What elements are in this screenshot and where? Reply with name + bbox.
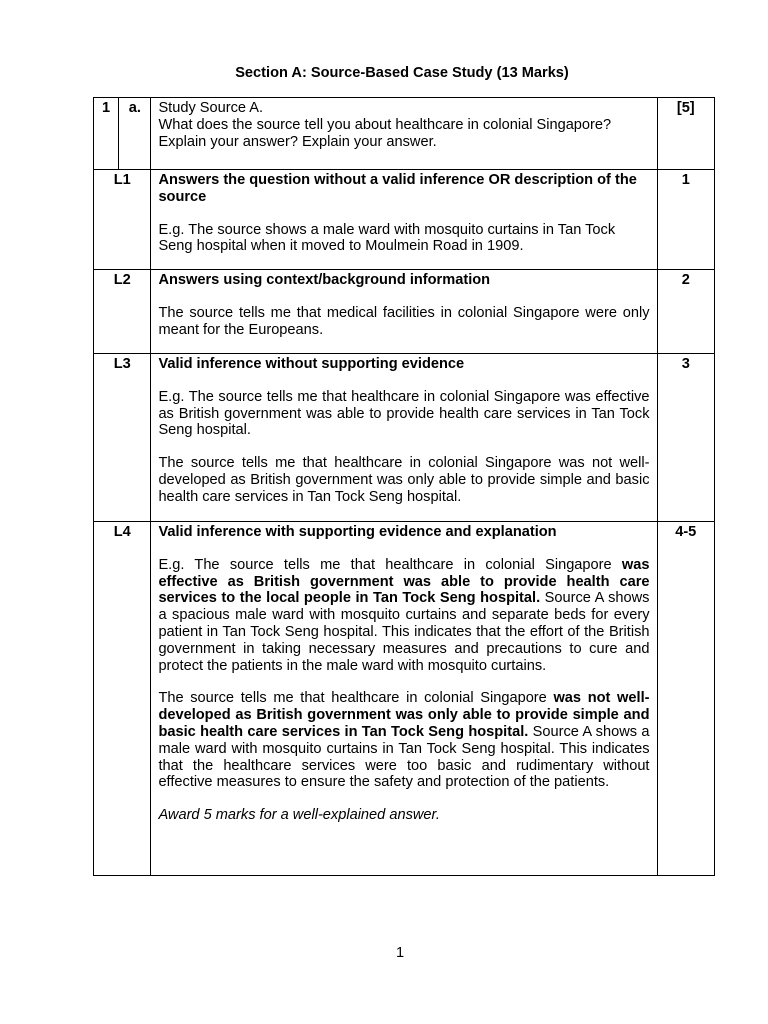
question-line-2: What does the source tell you about healthcare in colonial Singapore? Explain your answer? Explain your answer. xyxy=(158,116,612,150)
question-line-1: Study Source A. xyxy=(158,100,264,116)
level-row-l4 xyxy=(94,522,715,876)
award-note: Award 5 marks for a well-explained answer. xyxy=(158,807,440,824)
marking-scheme-table xyxy=(93,97,715,876)
level-label: L2 xyxy=(94,270,151,354)
level-label: L1 xyxy=(94,170,151,270)
level-marks: 1 xyxy=(657,170,715,270)
level-descriptor xyxy=(151,522,657,876)
level-marks: 4-5 xyxy=(657,522,715,876)
level-marks: 3 xyxy=(657,354,715,522)
level-descriptor xyxy=(151,170,657,270)
example-explanation-text: Source A shows a male ward with mosquito curtains in Tan Tock Seng hospital. This indicates that the healthcare services were too basic and rudimentary without effective measures to ensure the safety and protection of the patients. xyxy=(158,723,650,791)
level-label: L4 xyxy=(94,522,151,876)
example-bold-text: was not well-developed as British government was only able to provide simple and basic health care services in Tan Tock Seng hospital. xyxy=(158,690,650,740)
question-row xyxy=(94,98,715,170)
question-marks: [5] xyxy=(657,98,715,170)
level-example xyxy=(158,690,649,791)
example-lead-text: E.g. The source tells me that healthcare in colonial Singapore xyxy=(158,556,622,573)
example-explanation-text: Source A shows a spacious male ward with mosquito curtains and separate beds for every patient in Tan Tock Seng hospital. This indicates that the effort of the British government in taking necessary measures and precautions to cure and protect the patients in the male ward with mosquito curtains. xyxy=(158,590,650,674)
level-descriptor xyxy=(151,354,657,522)
level-marks: 2 xyxy=(657,270,715,354)
question-text xyxy=(151,98,657,170)
level-example: The source tells me that medical facilities in colonial Singapore were only meant for the Europeans. xyxy=(158,304,650,338)
level-example: The source tells me that healthcare in colonial Singapore was not well-developed as British government was only able to provide simple and basic health care services in Tan Tock Seng hospital. xyxy=(158,455,650,505)
example-lead-text: The source tells me that healthcare in colonial Singapore xyxy=(158,690,554,707)
level-criterion: Answers using context/background information xyxy=(158,272,491,288)
question-number: 1 xyxy=(94,98,119,170)
level-criterion: Answers the question without a valid inference OR description of the source xyxy=(158,172,637,205)
level-descriptor xyxy=(151,270,657,354)
page-title: Section A: Source-Based Case Study (13 Marks) xyxy=(235,65,569,81)
page-number: 1 xyxy=(395,945,405,961)
level-row-l1 xyxy=(94,170,715,270)
level-criterion: Valid inference without supporting evidence xyxy=(158,356,465,372)
question-part: a. xyxy=(119,98,151,170)
example-bold-text: was effective as British government was able to provide health care services to the local people in Tan Tock Seng hospital. xyxy=(158,556,650,607)
level-example xyxy=(158,557,649,675)
level-row-l3 xyxy=(94,354,715,522)
level-criterion: Valid inference with supporting evidence and explanation xyxy=(158,524,557,540)
level-example: E.g. The source shows a male ward with mosquito curtains in Tan Tock Seng hospital when it moved to Moulmein Road in 1909. xyxy=(158,221,616,255)
level-label: L3 xyxy=(94,354,151,522)
level-example: E.g. The source tells me that healthcare in colonial Singapore was effective as British government was able to provide health care services in Tan Tock Seng hospital. xyxy=(158,388,650,439)
level-row-l2 xyxy=(94,270,715,354)
